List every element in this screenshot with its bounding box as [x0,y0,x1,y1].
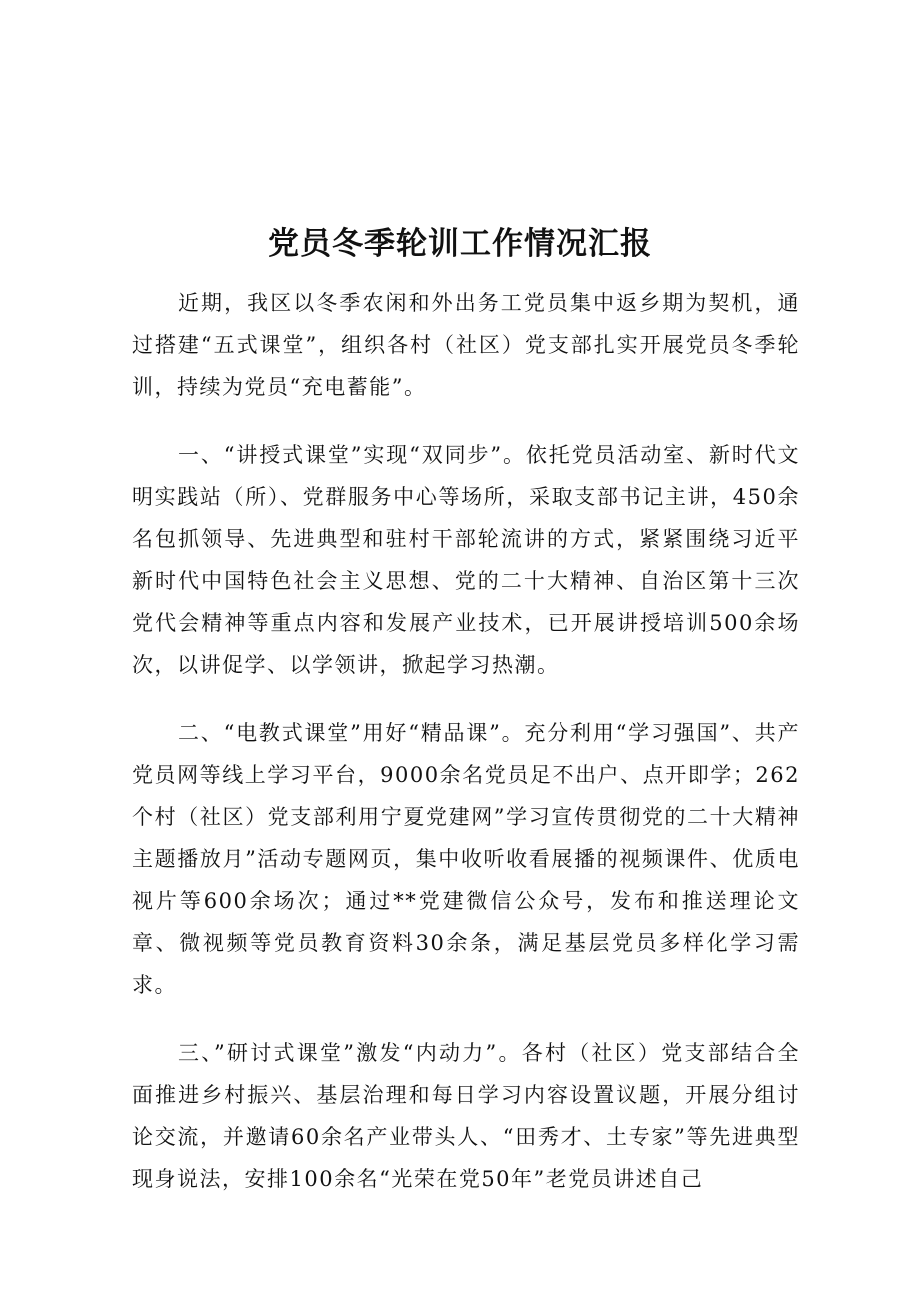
section-3-paragraph: 三、”研讨式课堂”激发“内动力”。各村（社区）党支部结合全面推进乡村振兴、基层治理和每日学习内容设置议题，开展分组讨论交流，并邀请60余名产业带头人、“田秀才、土专家”等先进典型现身说法，安排100余名“光荣在党50年”老党员讲述自己 [132,1041,800,1191]
section-1-paragraph: 一、“讲授式课堂”实现“双同步”。依托党员活动室、新时代文明实践站（所）、党群服务中心等场所，采取支部书记主讲，450余名包抓领导、先进典型和驻村干部轮流讲的方式，紧紧围绕习近平新时代中国特色社会主义思想、党的二十大精神、自治区第十三次党代会精神等重点内容和发展产业技术，已开展讲授培训500余场次，以讲促学、以学领讲，掀起学习热潮。 [132,443,800,677]
document-body [132,282,800,1226]
intro-paragraph: 近期，我区以冬季农闲和外出务工党员集中返乡期为契机，通过搭建“五式课堂”，组织各村（社区）党支部扎实开展党员冬季轮训，持续为党员“充电蓄能”。 [132,291,800,399]
document-title: 党员冬季轮训工作情况汇报 [268,226,652,262]
section-2-paragraph: 二、“电教式课堂”用好“精品课”。充分利用“学习强国”、共产党员网等线上学习平台，9000余名党员足不出户、点开即学；262个村（社区）党支部利用宁夏党建网”学习宣传贯彻党的二十大精神主题播放月”活动专题网页，集中收听收看展播的视频课件、优质电视片等600余场次；通过**党建微信公众号，发布和推送理论文章、微视频等党员教育资料30余条，满足基层党员多样化学习需求。 [132,721,800,997]
